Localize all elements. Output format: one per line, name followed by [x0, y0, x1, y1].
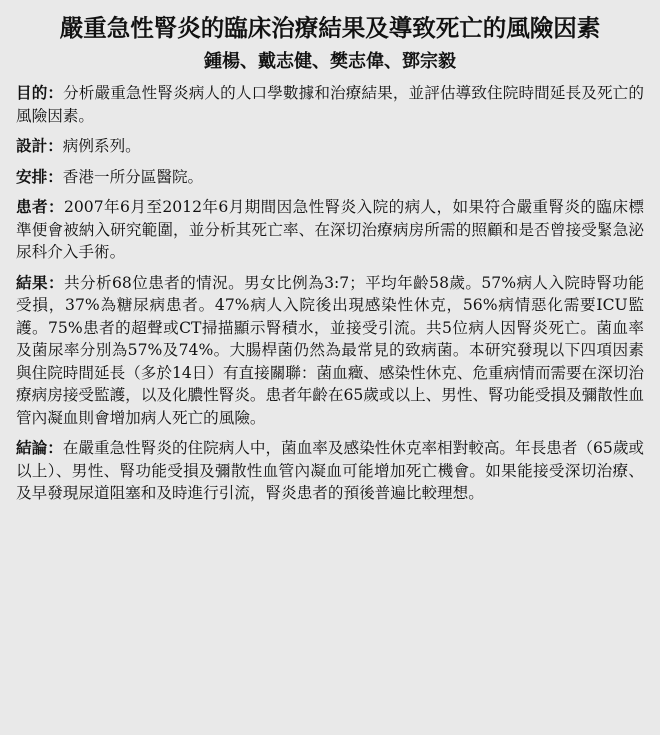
section-label: 目的：	[16, 84, 64, 102]
section-setting	[16, 166, 644, 189]
section-results	[16, 272, 644, 430]
section-text: 分析嚴重急性腎炎病人的人口學數據和治療結果，並評估導致住院時間延長及死亡的風險因素。	[16, 84, 644, 125]
section-label: 患者：	[16, 198, 64, 216]
author-list: 鍾楊、戴志健、樊志偉、鄧宗毅	[204, 51, 456, 72]
section-text: 香港一所分區醫院。	[62, 167, 204, 186]
section-label: 設計：	[16, 137, 63, 155]
section-patients	[16, 196, 644, 264]
section-objective	[16, 82, 644, 127]
section-design	[16, 135, 644, 158]
section-text: 病例系列。	[62, 137, 141, 155]
section-label: 安排：	[16, 167, 63, 186]
section-text: 在嚴重急性腎炎的住院病人中，菌血率及感染性休克率相對較高。年長患者（65歲或以上）、男性、腎功能受損及彌散性血管內凝血可能增加死亡機會。如果能接受深切治療、及早發現尿道阻塞和及時進行引流，腎炎患者的預後普遍比較理想。	[16, 439, 645, 502]
section-conclusion	[16, 437, 644, 505]
section-text: 2007年6月至2012年6月期間因急性腎炎入院的病人，如果符合嚴重腎炎的臨床標準便會被納入研究範圍，並分析其死亡率、在深切治療病房所需的照顧和是否曾接受緊急泌尿科介入手術。	[16, 198, 644, 261]
section-label: 結果：	[16, 273, 64, 292]
article-title: 嚴重急性腎炎的臨床治療結果及導致死亡的風險因素	[59, 14, 601, 42]
section-label: 結論：	[16, 439, 63, 457]
section-text: 共分析68位患者的情況。男女比例為3:7；平均年齡58歲。57%病人入院時腎功能受損，37%為糖尿病患者。47%病人入院後出現感染性休克，56%病情惡化需要ICU監護。75%患者的超聲或CT掃描顯示腎積水，並接受引流。共5位病人因腎炎死亡。菌血率及菌尿率分別為57%及74%。大腸桿菌仍然為最常見的致病菌。本研究發現以下四項因素與住院時間延長（多於14日）有直接關聯：菌血癥、感染性休克、危重病情而需要在深切治療病房接受監護，以及化膿性腎炎。患者年齡在65歲或以上、男性、腎功能受損及彌散性血管內凝血則會增加病人死亡的風險。	[16, 273, 644, 427]
